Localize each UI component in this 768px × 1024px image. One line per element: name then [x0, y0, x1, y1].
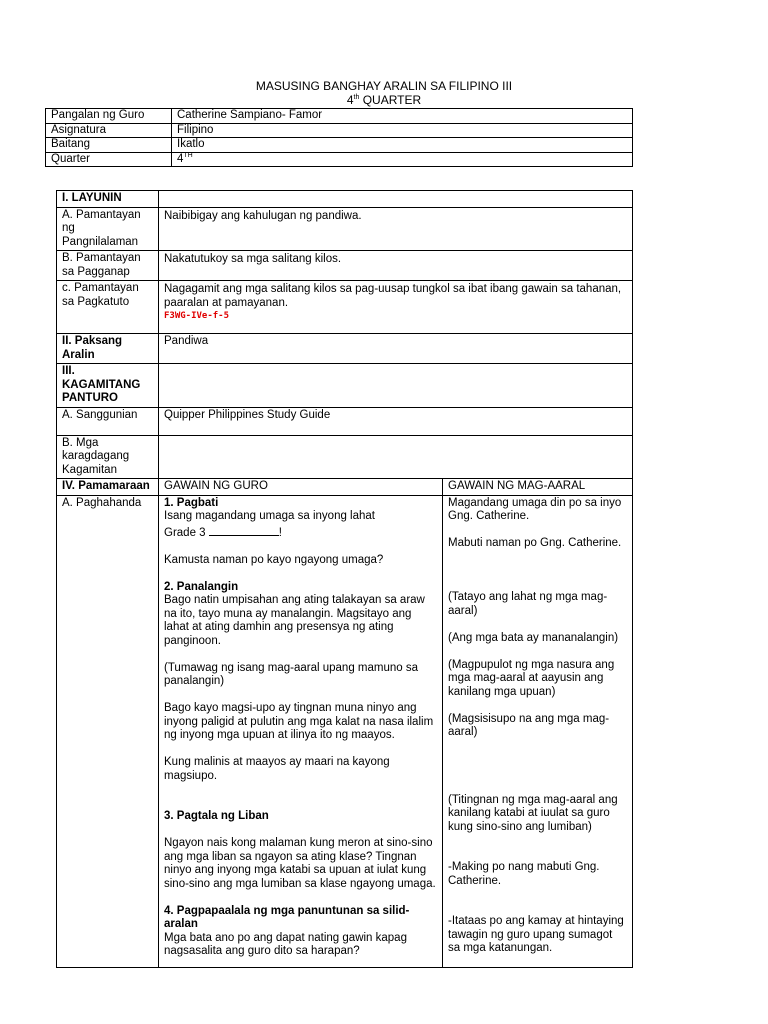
table-row [46, 138, 633, 153]
table-row [57, 479, 633, 496]
pagganap-value: Nakatutukoy sa mga salitang kilos. [159, 251, 633, 281]
mag-aaral-activities [443, 495, 633, 967]
sanggunian-label: A. Sanggunian [57, 407, 159, 435]
response-1: Magandang umaga din po sa inyo Gng. Catherine. [448, 496, 622, 522]
table-row [57, 334, 633, 364]
table-row [57, 407, 633, 435]
subject-label: Asignatura [46, 123, 172, 138]
grade-label: Baitang [46, 138, 172, 153]
document-title: MASUSING BANGHAY ARALIN SA FILIPINO III [255, 79, 513, 93]
response-9: -Itataas po ang kamay at hintaying tawagin ng guro upang sumagot sa mga katanungan. [448, 915, 624, 954]
table-row [46, 152, 633, 167]
panalangin-section [164, 581, 437, 649]
table-row [57, 251, 633, 281]
pagganap-label: B. Pamantayan sa Pagganap [57, 251, 159, 281]
blank-line [209, 524, 279, 536]
table-row [46, 123, 633, 138]
karagdagang-label: B. Mga karagdagang Kagamitan [57, 435, 159, 479]
bago-upo-text: Bago kayo magsi-upo ay tingnan muna ninyo ang inyong paligid at pulutin ang mga kalat na nasa ilalim ng inyong mga upuan at ilinya ito ng maayos. [164, 702, 434, 741]
table-row [57, 191, 633, 208]
tumawag-text: (Tumawag ng isang mag-aaral upang mamuno sa panalangin) [164, 661, 418, 687]
panalangin-title: 2. Panalangin [164, 580, 239, 593]
pamamaraan-label: IV. Pamamaraan [57, 479, 159, 496]
kung-malinis-text: Kung malinis at maayos ay maari na kayong magsiupo. [164, 756, 390, 782]
quarter-title [0, 93, 768, 107]
kamusta-text: Kamusta naman po kayo ngayong umaga? [164, 553, 384, 566]
pagbati-title: 1. Pagbati [164, 496, 219, 509]
response-6: (Magsisisupo na ang mga mag-aaral) [448, 712, 610, 738]
pangnilalaman-label: A. Pamantayan ng Pangnilalaman [57, 207, 159, 251]
quarter-number: 4 [346, 93, 354, 107]
pagbati-line2: Grade 3 ! [164, 524, 437, 541]
kagamitan-label: III. KAGAMITANG PANTURO [57, 364, 159, 408]
quarter-value-suffix: TH [183, 151, 193, 159]
panuntunan-section [164, 905, 437, 959]
pangnilalaman-value: Naibibigay ang kahulugan ng pandiwa. [159, 207, 633, 251]
teacher-label: Pangalan ng Guro [46, 109, 172, 124]
response-2: Mabuti naman po Gng. Catherine. [448, 537, 622, 549]
karagdagang-cell [159, 435, 633, 479]
quarter-suffix: th [353, 94, 360, 101]
quarter-label: Quarter [46, 152, 172, 167]
sanggunian-value: Quipper Philippines Study Guide [159, 407, 633, 435]
pagbati-line1: Isang magandang umaga sa inyong lahat [164, 510, 375, 522]
teacher-value: Catherine Sampiano- Famor [172, 109, 633, 124]
table-row [46, 109, 633, 124]
response-7: (Titingnan ng mga mag-aaral ang kanilang katabi at iuulat sa guro kung sino-sino ang lumiban) [448, 793, 618, 833]
quarter-value-number: 4 [177, 152, 184, 165]
pagbati-section [164, 497, 437, 541]
pagkatuto-value: Nagagamit ang mga salitang kilos sa pag-uusap tungkol sa ibat ibang gawain sa tahanan, paaralan at pamayanan. [164, 283, 622, 309]
pagtala-text: Ngayon nais kong malaman kung meron at sino-sino ang mga liban sa ngayon sa ating klase? Tingnan ninyo ang inyong mga katabi sa upuan at iulat kung sino-sino ang mga lumiban sa klase ngayong umaga. [164, 837, 436, 890]
layunin-heading: I. LAYUNIN [57, 191, 159, 208]
mag-aaral-header: GAWAIN NG MAG-AARAL [443, 479, 633, 496]
response-5: (Magpupulot ng mga nasura ang mga mag-aaral at aayusin ang kanilang mga upuan) [448, 658, 615, 698]
pagkatuto-label: c. Pamantayan sa Pagkatuto [57, 281, 159, 334]
guro-header: GAWAIN NG GURO [159, 479, 443, 496]
quarter-value [172, 152, 633, 167]
table-row [57, 281, 633, 334]
table-row [57, 364, 633, 408]
pagtala-section [164, 810, 437, 891]
paghahanda-label: A. Paghahanda [57, 495, 159, 967]
quarter-word: QUARTER [359, 93, 422, 107]
response-8: -Making po nang mabuti Gng. Catherine. [448, 861, 600, 887]
pagtala-title: 3. Pagtala ng Liban [164, 810, 269, 822]
competency-code: F3WG-IVe-f-5 [164, 311, 230, 321]
subject-value: Filipino [172, 123, 633, 138]
info-table [45, 108, 633, 167]
paksa-label: II. Paksang Aralin [57, 334, 159, 364]
panalangin-text: Bago natin umpisahan ang ating talakayan sa araw na ito, tayo muna ay manalangin. Magsitayo ang lahat at ating damhin ang presensya ng ating panginoon. [164, 594, 425, 647]
table-row [57, 435, 633, 479]
grade-value: Ikatlo [172, 138, 633, 153]
panuntunan-text: Mga bata ano po ang dapat nating gawin kapag nagsasalita ang guro dito sa harapan? [164, 931, 407, 957]
kagamitan-cell [159, 364, 633, 408]
response-4: (Ang mga bata ay mananalangin) [448, 631, 619, 644]
guro-activities [159, 495, 443, 967]
lesson-plan-table [56, 190, 633, 968]
paksa-value: Pandiwa [159, 334, 633, 364]
response-3: (Tatayo ang lahat ng mga mag-aaral) [448, 591, 608, 617]
layunin-cell [159, 191, 633, 208]
panuntunan-title: 4. Pagpapaalala ng mga panuntunan sa silid-aralan [164, 904, 410, 930]
pagkatuto-cell [159, 281, 633, 334]
table-row [57, 207, 633, 251]
table-row [57, 495, 633, 967]
